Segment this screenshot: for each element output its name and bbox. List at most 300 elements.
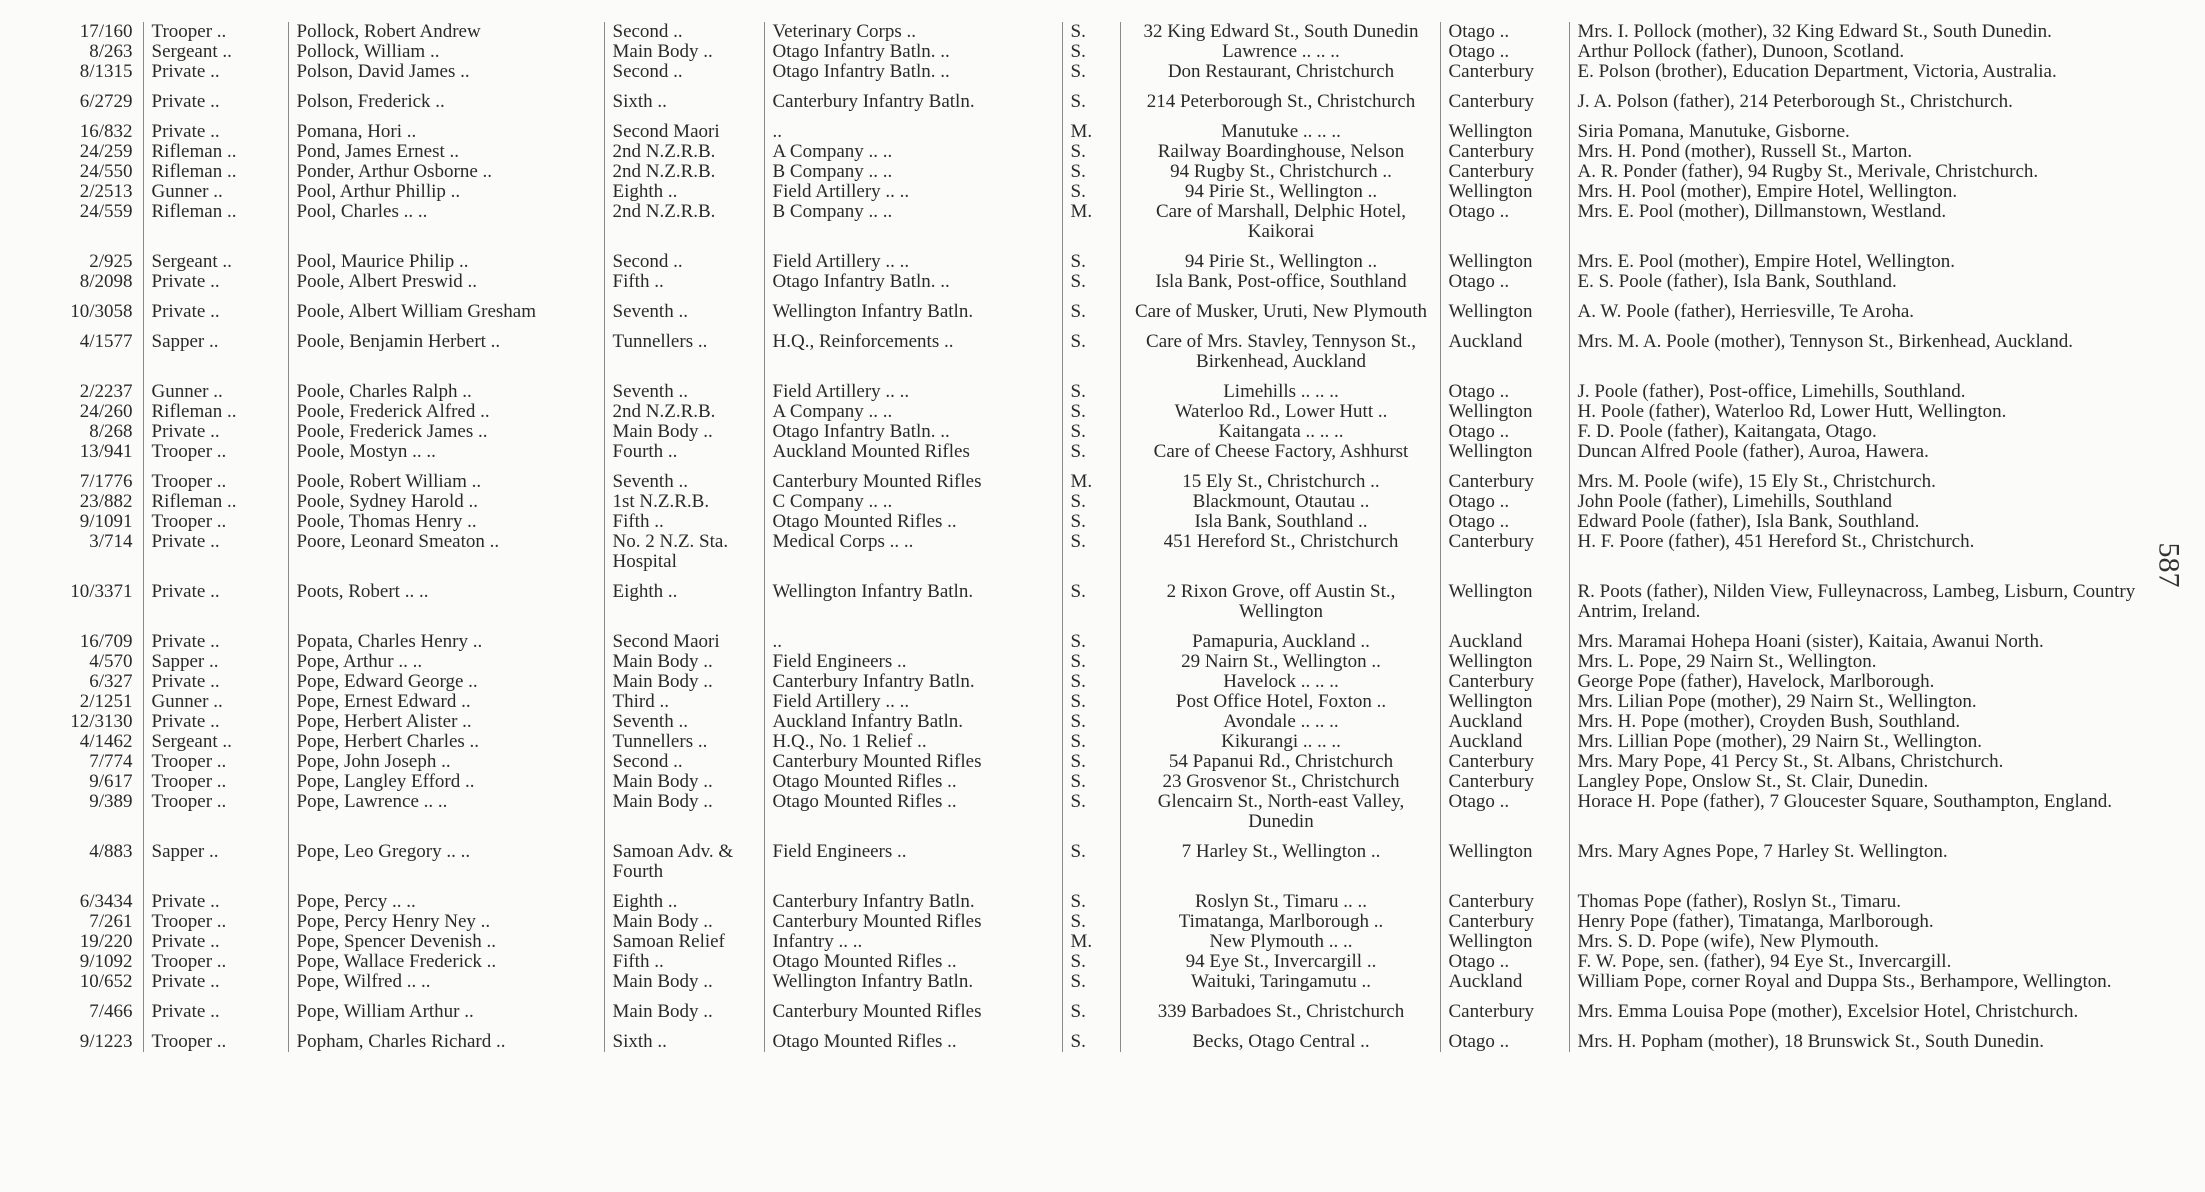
draft-cell: Main Body ..: [604, 672, 764, 692]
roll-body: [40, 22, 2149, 1052]
next-of-kin-cell: Mrs. H. Pond (mother), Russell St., Marton.: [1569, 142, 2149, 162]
rank-cell: Trooper ..: [143, 792, 288, 832]
last-address-cell: Kikurangi .. .. ..: [1120, 732, 1440, 752]
marital-status-cell: S.: [1062, 832, 1120, 882]
table-row: [40, 42, 2149, 62]
table-row: [40, 142, 2149, 162]
marital-status-cell: S.: [1062, 712, 1120, 732]
draft-cell: 2nd N.Z.R.B.: [604, 402, 764, 422]
reg-number-cell: 19/220: [79, 931, 133, 952]
unit-cell: Canterbury Mounted Rifles: [764, 752, 1062, 772]
soldier-name-cell: Pope, Wilfred .. ..: [288, 972, 604, 992]
next-of-kin-cell: Mrs. S. D. Pope (wife), New Plymouth.: [1569, 932, 2149, 952]
unit-cell: A Company .. ..: [764, 402, 1062, 422]
reg-number-cell: 9/389: [89, 791, 133, 812]
draft-cell: Second Maori: [604, 112, 764, 142]
soldier-name-cell: Poole, Charles Ralph ..: [288, 372, 604, 402]
next-of-kin-cell: Mrs. Maramai Hohepa Hoani (sister), Kaitaia, Awanui North.: [1569, 622, 2149, 652]
marital-status-cell: S.: [1062, 492, 1120, 512]
military-district-cell: Canterbury: [1440, 672, 1569, 692]
marital-status-cell: S.: [1062, 732, 1120, 752]
military-district-cell: Otago ..: [1440, 512, 1569, 532]
reg-number-cell: 7/774: [89, 751, 133, 772]
next-of-kin-cell: Henry Pope (father), Timatanga, Marlborough.: [1569, 912, 2149, 932]
unit-cell: H.Q., No. 1 Relief ..: [764, 732, 1062, 752]
table-row: [40, 492, 2149, 512]
table-row: [40, 372, 2149, 402]
next-of-kin-cell: Mrs. M. Poole (wife), 15 Ely St., Christchurch.: [1569, 462, 2149, 492]
unit-cell: Field Engineers ..: [764, 652, 1062, 672]
table-row: [40, 182, 2149, 202]
rank-cell: Private ..: [143, 572, 288, 622]
rank-cell: Sapper ..: [143, 322, 288, 372]
unit-cell: Otago Infantry Batln. ..: [764, 42, 1062, 62]
last-address-cell: 15 Ely St., Christchurch ..: [1120, 462, 1440, 492]
unit-cell: Wellington Infantry Batln.: [764, 572, 1062, 622]
military-district-cell: Otago ..: [1440, 272, 1569, 292]
last-address-cell: Care of Cheese Factory, Ashhurst: [1120, 442, 1440, 462]
military-district-cell: Canterbury: [1440, 82, 1569, 112]
rank-cell: Private ..: [143, 62, 288, 82]
next-of-kin-cell: Mrs. Lilian Pope (mother), 29 Nairn St., Wellington.: [1569, 692, 2149, 712]
draft-cell: Second ..: [604, 242, 764, 272]
last-address-cell: Post Office Hotel, Foxton ..: [1120, 692, 1440, 712]
rank-cell: Trooper ..: [143, 752, 288, 772]
table-row: [40, 992, 2149, 1022]
marital-status-cell: S.: [1062, 42, 1120, 62]
last-address-cell: 2 Rixon Grove, off Austin St., Wellington: [1120, 572, 1440, 622]
table-row: [40, 1022, 2149, 1052]
next-of-kin-cell: Mrs. Mary Pope, 41 Percy St., St. Albans, Christchurch.: [1569, 752, 2149, 772]
draft-cell: Eighth ..: [604, 882, 764, 912]
unit-cell: Canterbury Infantry Batln.: [764, 672, 1062, 692]
draft-cell: Fifth ..: [604, 512, 764, 532]
table-row: [40, 932, 2149, 952]
reg-number-cell: 16/709: [79, 631, 133, 652]
nominal-roll-table: [40, 22, 2149, 1052]
last-address-cell: 23 Grosvenor St., Christchurch: [1120, 772, 1440, 792]
military-district-cell: Canterbury: [1440, 142, 1569, 162]
draft-cell: Seventh ..: [604, 712, 764, 732]
next-of-kin-cell: Edward Poole (father), Isla Bank, Southland.: [1569, 512, 2149, 532]
table-row: [40, 972, 2149, 992]
soldier-name-cell: Poole, Robert William ..: [288, 462, 604, 492]
soldier-name-cell: Popata, Charles Henry ..: [288, 622, 604, 652]
marital-status-cell: S.: [1062, 162, 1120, 182]
next-of-kin-cell: Mrs. H. Pope (mother), Croyden Bush, Southland.: [1569, 712, 2149, 732]
unit-cell: Infantry .. ..: [764, 932, 1062, 952]
marital-status-cell: S.: [1062, 422, 1120, 442]
table-row: [40, 532, 2149, 572]
next-of-kin-cell: Mrs. I. Pollock (mother), 32 King Edward St., South Dunedin.: [1569, 22, 2149, 42]
soldier-name-cell: Pollock, Robert Andrew: [288, 22, 604, 42]
reg-number-cell: 24/260: [79, 401, 133, 422]
reg-number-cell: 8/268: [89, 421, 133, 442]
draft-cell: Main Body ..: [604, 792, 764, 832]
draft-cell: Second Maori: [604, 622, 764, 652]
next-of-kin-cell: Mrs. Lillian Pope (mother), 29 Nairn St., Wellington.: [1569, 732, 2149, 752]
draft-cell: Fourth ..: [604, 442, 764, 462]
reg-number-cell: 8/1315: [79, 61, 133, 82]
unit-cell: Field Artillery .. ..: [764, 372, 1062, 402]
last-address-cell: 94 Eye St., Invercargill ..: [1120, 952, 1440, 972]
military-district-cell: Wellington: [1440, 182, 1569, 202]
next-of-kin-cell: Siria Pomana, Manutuke, Gisborne.: [1569, 112, 2149, 142]
next-of-kin-cell: Langley Pope, Onslow St., St. Clair, Dunedin.: [1569, 772, 2149, 792]
marital-status-cell: S.: [1062, 512, 1120, 532]
unit-cell: Canterbury Mounted Rifles: [764, 912, 1062, 932]
table-row: [40, 912, 2149, 932]
rank-cell: Trooper ..: [143, 462, 288, 492]
soldier-name-cell: Poole, Frederick James ..: [288, 422, 604, 442]
military-district-cell: Wellington: [1440, 402, 1569, 422]
draft-cell: Third ..: [604, 692, 764, 712]
next-of-kin-cell: E. Polson (brother), Education Department, Victoria, Australia.: [1569, 62, 2149, 82]
military-district-cell: Wellington: [1440, 832, 1569, 882]
marital-status-cell: S.: [1062, 292, 1120, 322]
unit-cell: Field Artillery .. ..: [764, 182, 1062, 202]
military-district-cell: Auckland: [1440, 972, 1569, 992]
rank-cell: Sergeant ..: [143, 42, 288, 62]
rank-cell: Sapper ..: [143, 652, 288, 672]
table-row: [40, 952, 2149, 972]
next-of-kin-cell: Mrs. Emma Louisa Pope (mother), Excelsior Hotel, Christchurch.: [1569, 992, 2149, 1022]
soldier-name-cell: Pool, Arthur Phillip ..: [288, 182, 604, 202]
draft-cell: Fifth ..: [604, 272, 764, 292]
reg-number-cell: 9/1092: [79, 951, 133, 972]
rank-cell: Trooper ..: [143, 772, 288, 792]
unit-cell: Otago Mounted Rifles ..: [764, 952, 1062, 972]
next-of-kin-cell: E. S. Poole (father), Isla Bank, Southland.: [1569, 272, 2149, 292]
last-address-cell: Timatanga, Marlborough ..: [1120, 912, 1440, 932]
soldier-name-cell: Pope, Leo Gregory .. ..: [288, 832, 604, 882]
soldier-name-cell: Popham, Charles Richard ..: [288, 1022, 604, 1052]
soldier-name-cell: Pope, William Arthur ..: [288, 992, 604, 1022]
last-address-cell: 94 Rugby St., Christchurch ..: [1120, 162, 1440, 182]
marital-status-cell: S.: [1062, 402, 1120, 422]
next-of-kin-cell: Mrs. Mary Agnes Pope, 7 Harley St. Wellington.: [1569, 832, 2149, 882]
soldier-name-cell: Pope, Herbert Alister ..: [288, 712, 604, 732]
rank-cell: Rifleman ..: [143, 202, 288, 242]
last-address-cell: Manutuke .. .. ..: [1120, 112, 1440, 142]
military-district-cell: Wellington: [1440, 692, 1569, 712]
table-row: [40, 752, 2149, 772]
unit-cell: Otago Mounted Rifles ..: [764, 772, 1062, 792]
marital-status-cell: S.: [1062, 22, 1120, 42]
soldier-name-cell: Poole, Frederick Alfred ..: [288, 402, 604, 422]
last-address-cell: 54 Papanui Rd., Christchurch: [1120, 752, 1440, 772]
marital-status-cell: M.: [1062, 112, 1120, 142]
draft-cell: No. 2 N.Z. Sta. Hospital: [604, 532, 764, 572]
reg-number-cell: 4/570: [89, 651, 133, 672]
unit-cell: Field Artillery .. ..: [764, 692, 1062, 712]
marital-status-cell: S.: [1062, 622, 1120, 652]
next-of-kin-cell: H. Poole (father), Waterloo Rd, Lower Hutt, Wellington.: [1569, 402, 2149, 422]
marital-status-cell: M.: [1062, 202, 1120, 242]
next-of-kin-cell: Mrs. E. Pool (mother), Empire Hotel, Wellington.: [1569, 242, 2149, 272]
reg-number-cell: 8/263: [89, 41, 133, 62]
military-district-cell: Wellington: [1440, 932, 1569, 952]
next-of-kin-cell: Arthur Pollock (father), Dunoon, Scotland.: [1569, 42, 2149, 62]
table-row: [40, 772, 2149, 792]
last-address-cell: Limehills .. .. ..: [1120, 372, 1440, 402]
draft-cell: Second ..: [604, 62, 764, 82]
last-address-cell: Pamapuria, Auckland ..: [1120, 622, 1440, 652]
draft-cell: Main Body ..: [604, 42, 764, 62]
military-district-cell: Auckland: [1440, 322, 1569, 372]
draft-cell: Main Body ..: [604, 772, 764, 792]
marital-status-cell: S.: [1062, 752, 1120, 772]
unit-cell: Auckland Mounted Rifles: [764, 442, 1062, 462]
reg-number-cell: 4/1462: [79, 731, 133, 752]
draft-cell: 2nd N.Z.R.B.: [604, 202, 764, 242]
marital-status-cell: S.: [1062, 182, 1120, 202]
table-row: [40, 62, 2149, 82]
rank-cell: Trooper ..: [143, 912, 288, 932]
reg-number-cell: 12/3130: [70, 711, 133, 732]
military-district-cell: Canterbury: [1440, 162, 1569, 182]
unit-cell: Otago Infantry Batln. ..: [764, 422, 1062, 442]
next-of-kin-cell: R. Poots (father), Nilden View, Fulleynacross, Lambeg, Lisburn, Country Antrim, Ireland.: [1569, 572, 2149, 622]
reg-number-cell: 2/2237: [79, 381, 133, 402]
military-district-cell: Auckland: [1440, 712, 1569, 732]
table-row: [40, 402, 2149, 422]
reg-number-cell: 6/2729: [79, 91, 133, 112]
marital-status-cell: S.: [1062, 972, 1120, 992]
draft-cell: 2nd N.Z.R.B.: [604, 142, 764, 162]
soldier-name-cell: Poots, Robert .. ..: [288, 572, 604, 622]
draft-cell: Sixth ..: [604, 82, 764, 112]
reg-number-cell: 10/652: [79, 971, 133, 992]
reg-number-cell: 2/925: [89, 251, 133, 272]
table-row: [40, 462, 2149, 492]
military-district-cell: Otago ..: [1440, 202, 1569, 242]
military-district-cell: Otago ..: [1440, 492, 1569, 512]
rank-cell: Private ..: [143, 292, 288, 322]
last-address-cell: Lawrence .. .. ..: [1120, 42, 1440, 62]
next-of-kin-cell: Horace H. Pope (father), 7 Gloucester Square, Southampton, England.: [1569, 792, 2149, 832]
reg-number-cell: 24/550: [79, 161, 133, 182]
marital-status-cell: S.: [1062, 672, 1120, 692]
marital-status-cell: M.: [1062, 462, 1120, 492]
last-address-cell: Glencairn St., North-east Valley, Dunedin: [1120, 792, 1440, 832]
soldier-name-cell: Polson, David James ..: [288, 62, 604, 82]
soldier-name-cell: Pope, Herbert Charles ..: [288, 732, 604, 752]
soldier-name-cell: Pool, Charles .. ..: [288, 202, 604, 242]
draft-cell: Fifth ..: [604, 952, 764, 972]
reg-number-cell: 8/2098: [79, 271, 133, 292]
soldier-name-cell: Pope, Lawrence .. ..: [288, 792, 604, 832]
reg-number-cell: 2/2513: [79, 181, 133, 202]
last-address-cell: Care of Musker, Uruti, New Plymouth: [1120, 292, 1440, 322]
rank-cell: Rifleman ..: [143, 162, 288, 182]
military-district-cell: Canterbury: [1440, 772, 1569, 792]
last-address-cell: Havelock .. .. ..: [1120, 672, 1440, 692]
rank-cell: Trooper ..: [143, 952, 288, 972]
rank-cell: Private ..: [143, 422, 288, 442]
reg-number-cell: 9/1091: [79, 511, 133, 532]
table-row: [40, 422, 2149, 442]
military-district-cell: Wellington: [1440, 572, 1569, 622]
table-row: [40, 792, 2149, 832]
last-address-cell: 7 Harley St., Wellington ..: [1120, 832, 1440, 882]
next-of-kin-cell: Mrs. H. Pool (mother), Empire Hotel, Wellington.: [1569, 182, 2149, 202]
rank-cell: Sapper ..: [143, 832, 288, 882]
soldier-name-cell: Ponder, Arthur Osborne ..: [288, 162, 604, 182]
military-district-cell: Wellington: [1440, 242, 1569, 272]
military-district-cell: Auckland: [1440, 732, 1569, 752]
marital-status-cell: S.: [1062, 772, 1120, 792]
marital-status-cell: M.: [1062, 932, 1120, 952]
soldier-name-cell: Pope, Langley Efford ..: [288, 772, 604, 792]
reg-number-cell: 6/3434: [79, 891, 133, 912]
next-of-kin-cell: George Pope (father), Havelock, Marlborough.: [1569, 672, 2149, 692]
table-row: [40, 572, 2149, 622]
draft-cell: Eighth ..: [604, 572, 764, 622]
last-address-cell: 29 Nairn St., Wellington ..: [1120, 652, 1440, 672]
military-district-cell: Canterbury: [1440, 992, 1569, 1022]
last-address-cell: 94 Pirie St., Wellington ..: [1120, 182, 1440, 202]
marital-status-cell: S.: [1062, 912, 1120, 932]
last-address-cell: Becks, Otago Central ..: [1120, 1022, 1440, 1052]
reg-number-cell: 2/1251: [79, 691, 133, 712]
unit-cell: Otago Infantry Batln. ..: [764, 62, 1062, 82]
reg-number-cell: 17/160: [79, 21, 133, 42]
military-district-cell: Otago ..: [1440, 422, 1569, 442]
marital-status-cell: S.: [1062, 242, 1120, 272]
marital-status-cell: S.: [1062, 992, 1120, 1022]
next-of-kin-cell: H. F. Poore (father), 451 Hereford St., Christchurch.: [1569, 532, 2149, 572]
table-row: [40, 672, 2149, 692]
unit-cell: A Company .. ..: [764, 142, 1062, 162]
draft-cell: Main Body ..: [604, 912, 764, 932]
rank-cell: Private ..: [143, 712, 288, 732]
military-district-cell: Canterbury: [1440, 882, 1569, 912]
draft-cell: Main Body ..: [604, 652, 764, 672]
reg-number-cell: 7/261: [89, 911, 133, 932]
rank-cell: Private ..: [143, 622, 288, 652]
military-district-cell: Wellington: [1440, 442, 1569, 462]
unit-cell: Canterbury Infantry Batln.: [764, 82, 1062, 112]
table-row: [40, 202, 2149, 242]
next-of-kin-cell: J. A. Polson (father), 214 Peterborough St., Christchurch.: [1569, 82, 2149, 112]
draft-cell: Tunnellers ..: [604, 732, 764, 752]
rank-cell: Gunner ..: [143, 182, 288, 202]
military-district-cell: Canterbury: [1440, 532, 1569, 572]
next-of-kin-cell: F. W. Pope, sen. (father), 94 Eye St., Invercargill.: [1569, 952, 2149, 972]
rank-cell: Private ..: [143, 992, 288, 1022]
reg-number-cell: 9/1223: [79, 1031, 133, 1052]
military-district-cell: Canterbury: [1440, 752, 1569, 772]
marital-status-cell: S.: [1062, 952, 1120, 972]
unit-cell: ..: [764, 112, 1062, 142]
marital-status-cell: S.: [1062, 272, 1120, 292]
reg-number-cell: 24/259: [79, 141, 133, 162]
rank-cell: Rifleman ..: [143, 142, 288, 162]
table-row: [40, 652, 2149, 672]
rank-cell: Sergeant ..: [143, 732, 288, 752]
military-district-cell: Auckland: [1440, 622, 1569, 652]
rank-cell: Private ..: [143, 272, 288, 292]
military-district-cell: Otago ..: [1440, 1022, 1569, 1052]
unit-cell: Field Engineers ..: [764, 832, 1062, 882]
rank-cell: Private ..: [143, 532, 288, 572]
marital-status-cell: S.: [1062, 62, 1120, 82]
rank-cell: Rifleman ..: [143, 402, 288, 422]
table-row: [40, 882, 2149, 912]
marital-status-cell: S.: [1062, 82, 1120, 112]
next-of-kin-cell: John Poole (father), Limehills, Southland: [1569, 492, 2149, 512]
soldier-name-cell: Pope, John Joseph ..: [288, 752, 604, 772]
rank-cell: Sergeant ..: [143, 242, 288, 272]
next-of-kin-cell: A. R. Ponder (father), 94 Rugby St., Merivale, Christchurch.: [1569, 162, 2149, 182]
rank-cell: Private ..: [143, 972, 288, 992]
draft-cell: Sixth ..: [604, 1022, 764, 1052]
table-row: [40, 112, 2149, 142]
draft-cell: Second ..: [604, 22, 764, 42]
unit-cell: Wellington Infantry Batln.: [764, 972, 1062, 992]
next-of-kin-cell: Mrs. H. Popham (mother), 18 Brunswick St., South Dunedin.: [1569, 1022, 2149, 1052]
table-row: [40, 292, 2149, 322]
reg-number-cell: 3/714: [89, 531, 133, 552]
soldier-name-cell: Pope, Ernest Edward ..: [288, 692, 604, 712]
unit-cell: Otago Mounted Rifles ..: [764, 512, 1062, 532]
last-address-cell: Waituki, Taringamutu ..: [1120, 972, 1440, 992]
soldier-name-cell: Pope, Percy Henry Ney ..: [288, 912, 604, 932]
table-row: [40, 162, 2149, 182]
next-of-kin-cell: F. D. Poole (father), Kaitangata, Otago.: [1569, 422, 2149, 442]
next-of-kin-cell: William Pope, corner Royal and Duppa Sts., Berhampore, Wellington.: [1569, 972, 2149, 992]
next-of-kin-cell: A. W. Poole (father), Herriesville, Te Aroha.: [1569, 292, 2149, 322]
draft-cell: Eighth ..: [604, 182, 764, 202]
last-address-cell: Railway Boardinghouse, Nelson: [1120, 142, 1440, 162]
marital-status-cell: S.: [1062, 882, 1120, 912]
next-of-kin-cell: Thomas Pope (father), Roslyn St., Timaru.: [1569, 882, 2149, 912]
unit-cell: B Company .. ..: [764, 202, 1062, 242]
unit-cell: Canterbury Mounted Rifles: [764, 992, 1062, 1022]
table-row: [40, 442, 2149, 462]
reg-number-cell: 23/882: [79, 491, 133, 512]
military-district-cell: Otago ..: [1440, 792, 1569, 832]
unit-cell: Canterbury Infantry Batln.: [764, 882, 1062, 912]
unit-cell: Otago Mounted Rifles ..: [764, 792, 1062, 832]
draft-cell: Main Body ..: [604, 972, 764, 992]
rank-cell: Private ..: [143, 672, 288, 692]
last-address-cell: Don Restaurant, Christchurch: [1120, 62, 1440, 82]
last-address-cell: 451 Hereford St., Christchurch: [1120, 532, 1440, 572]
rank-cell: Private ..: [143, 112, 288, 142]
unit-cell: Otago Mounted Rifles ..: [764, 1022, 1062, 1052]
rank-cell: Gunner ..: [143, 692, 288, 712]
draft-cell: Main Body ..: [604, 422, 764, 442]
next-of-kin-cell: Mrs. M. A. Poole (mother), Tennyson St., Birkenhead, Auckland.: [1569, 322, 2149, 372]
draft-cell: 2nd N.Z.R.B.: [604, 162, 764, 182]
last-address-cell: 214 Peterborough St., Christchurch: [1120, 82, 1440, 112]
reg-number-cell: 16/832: [79, 121, 133, 142]
next-of-kin-cell: J. Poole (father), Post-office, Limehills, Southland.: [1569, 372, 2149, 402]
unit-cell: Wellington Infantry Batln.: [764, 292, 1062, 322]
last-address-cell: 32 King Edward St., South Dunedin: [1120, 22, 1440, 42]
reg-number-cell: 13/941: [79, 441, 133, 462]
table-row: [40, 832, 2149, 882]
soldier-name-cell: Pope, Wallace Frederick ..: [288, 952, 604, 972]
soldier-name-cell: Poole, Albert William Gresham: [288, 292, 604, 322]
unit-cell: Canterbury Mounted Rifles: [764, 462, 1062, 492]
military-district-cell: Otago ..: [1440, 372, 1569, 402]
table-row: [40, 242, 2149, 272]
unit-cell: Auckland Infantry Batln.: [764, 712, 1062, 732]
table-row: [40, 322, 2149, 372]
